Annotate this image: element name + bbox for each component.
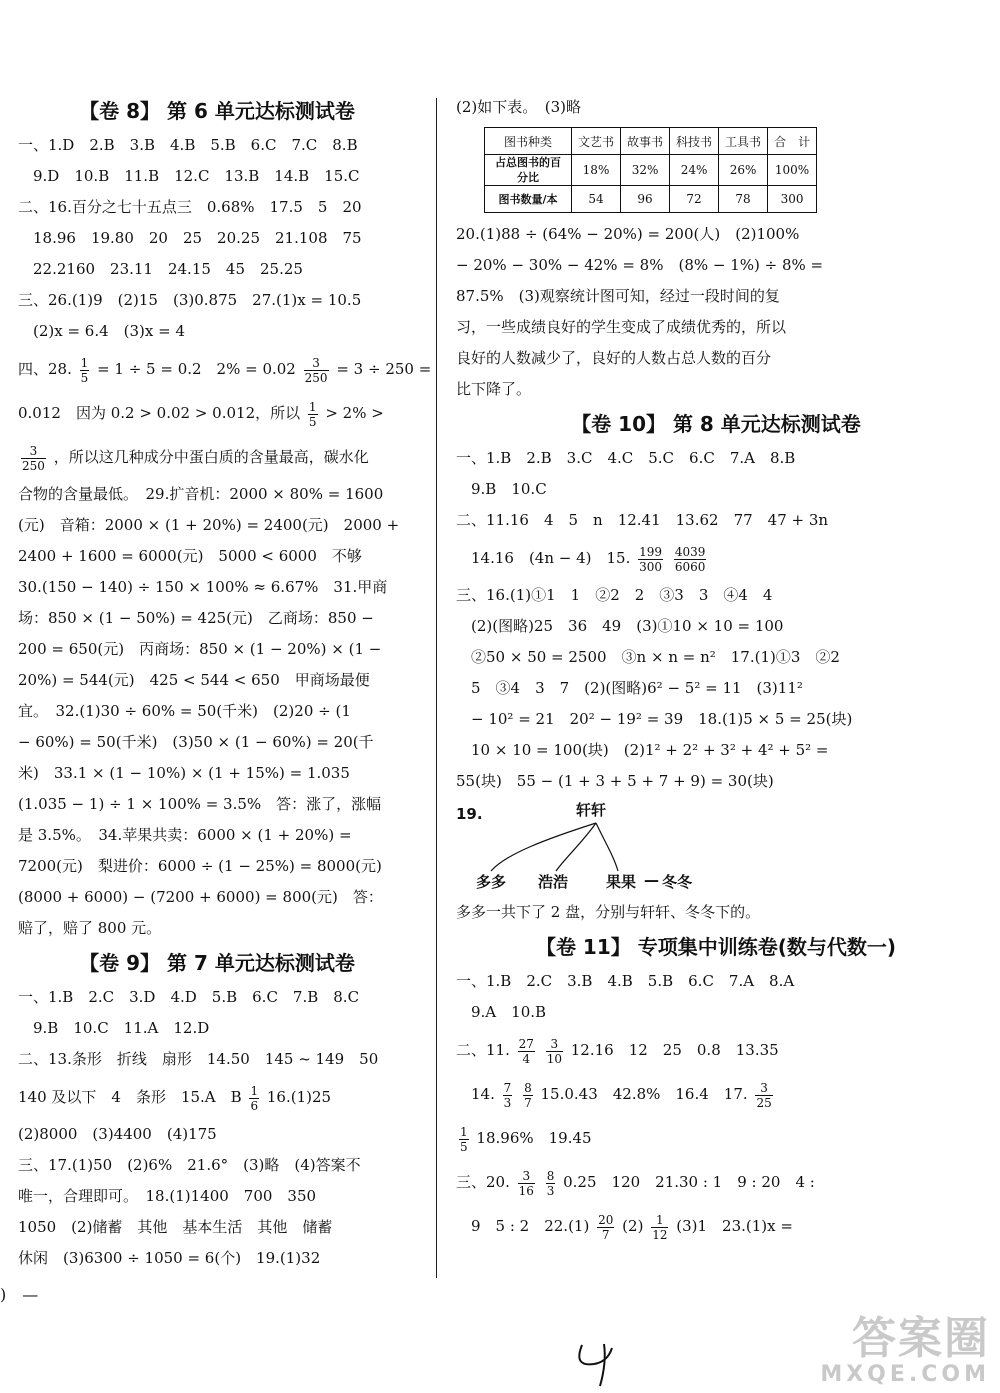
table-header-row xyxy=(485,128,817,155)
table-cell: 300 xyxy=(768,186,817,213)
answer-line: (2)(图略)25 36 49 (3)①10 × 10 = 100 xyxy=(456,617,784,635)
left-column xyxy=(18,92,432,1274)
page-edge-mark: ) — xyxy=(0,1285,39,1304)
answer-line: (2)x = 6.4 (3)x = 4 xyxy=(18,322,186,340)
answer-line: 宜。 32.(1)30 ÷ 60% = 50(千米) (2)20 ÷ (1 xyxy=(18,702,351,720)
table-header-cell: 合 计 xyxy=(768,128,817,155)
table-cell: 72 xyxy=(670,186,719,213)
answer-line: 比下降了。 xyxy=(456,380,532,398)
fraction: $\frac{3}{250}$ xyxy=(22,443,45,473)
table-row-label: 图书数量/本 xyxy=(485,186,572,213)
tree-root: 轩轩 xyxy=(576,801,607,819)
juan11-title: 【卷 11】 专项集中训练卷(数与代数一) xyxy=(535,935,897,959)
q11-line: 二、11. $\frac{27}{4}$ $\frac{3}{10}$ 12.16 12 25 0.8 13.35 xyxy=(456,1036,779,1066)
answer-line: 55(块) 55 − (1 + 3 + 5 + 7 + 9) = 30(块) xyxy=(456,772,774,790)
answer-line: ②50 × 50 = 2500 ③n × n = n² 17.(1)①3 ②2 xyxy=(456,648,840,666)
answer-line: 9.A 10.B xyxy=(456,1003,547,1021)
table-header-cell: 故事书 xyxy=(621,128,670,155)
answer-line: 三、16.(1)①1 1 ②2 2 ③3 3 ④4 4 xyxy=(456,586,773,604)
answer-line: 1050 (2)储蓄 其他 基本生活 其他 储蓄 xyxy=(18,1218,333,1236)
answer-line: 良好的人数减少了，良好的人数占总人数的百分 xyxy=(456,349,772,367)
answer-line: 20.(1)88 ÷ (64% − 20%) = 200(人) (2)100% xyxy=(456,225,800,243)
answer-line: 习，一些成绩良好的学生变成了成绩优秀的，所以 xyxy=(456,318,787,336)
answer-line: − 10² = 21 20² − 19² = 39 18.(1)5 × 5 = 25(块) xyxy=(456,710,853,728)
table-cell: 96 xyxy=(621,186,670,213)
answer-line: 米) 33.1 × (1 − 10%) × (1 + 15%) = 1.035 xyxy=(18,764,350,782)
table-header-cell: 工具书 xyxy=(719,128,768,155)
fraction: $\frac{1}{12}$ xyxy=(652,1212,668,1242)
answer-line: (1.035 − 1) ÷ 1 × 100% = 3.5% 答：涨了，涨幅 xyxy=(18,795,382,813)
table-cell: 24% xyxy=(670,155,719,186)
answer-line: 二、11.16 4 5 n 12.41 13.62 77 47 + 3n xyxy=(456,511,829,529)
answer-line: 二、16.百分之七十五点三 0.68% 17.5 5 20 xyxy=(18,198,362,216)
answer-line: 合物的含量最低。 29.扩音机：2000 × 80% = 1600 xyxy=(18,485,384,503)
q28c-line: $\frac{3}{250}$ ，所以这几种成分中蛋白质的含量最高，碳水化 xyxy=(22,443,369,473)
answer-line: 一、1.B 2.C 3.B 4.B 5.B 6.C 7.A 8.A xyxy=(456,972,795,990)
q28b-line: 0.012 因为 0.2 > 0.02 > 0.012，所以 $\frac{1}{5}$ > 2% > xyxy=(18,399,384,429)
column-divider xyxy=(436,98,437,1278)
tree-leaf: 冬冬 xyxy=(662,873,693,891)
tree-leaf: 果果 xyxy=(606,873,637,891)
answer-line: 87.5% (3)观察统计图可知，经过一段时间的复 xyxy=(456,287,780,305)
answer-line: 一、1.D 2.B 3.B 4.B 5.B 6.C 7.C 8.B xyxy=(18,136,358,154)
table-cell: 32% xyxy=(621,155,670,186)
juan9-title: 【卷 9】 第 7 单元达标测试卷 xyxy=(79,951,355,975)
fraction: $\frac{1}{5}$ xyxy=(460,1124,468,1154)
fraction: $\frac{3}{250}$ xyxy=(304,355,328,385)
fraction: $\frac{3}{25}$ xyxy=(756,1080,772,1110)
table-row-label: 占总图书的百分比 xyxy=(485,155,572,186)
answer-line: 一、1.B 2.B 3.C 4.C 5.C 6.C 7.A 8.B xyxy=(456,449,796,467)
answer-line: 2400 + 1600 = 6000(元) 5000 < 6000 不够 xyxy=(18,547,362,565)
answer-line: 10 × 10 = 100(块) (2)1² + 2² + 3² + 4² + 5² = xyxy=(456,741,829,759)
q19-number: 19. xyxy=(456,805,483,823)
fraction: $\frac{1}{5}$ xyxy=(308,399,317,429)
table-cell: 100% xyxy=(768,155,817,186)
right-column xyxy=(456,92,976,1248)
answer-line: 5 ③4 3 7 (2)(图略)6² − 5² = 11 (3)11² xyxy=(456,679,803,697)
answer-line: 二、13.条形 折线 扇形 14.50 145 ~ 149 50 xyxy=(18,1050,379,1068)
fraction: $\frac{27}{4}$ xyxy=(518,1036,534,1066)
tree-leaf: 多多 xyxy=(476,873,507,891)
table-row xyxy=(485,186,817,213)
answer-line: 唯一，合理即可。 18.(1)1400 700 350 xyxy=(18,1187,317,1205)
book-stats-table xyxy=(484,127,817,213)
answer-line: 多多一共下了 2 盘，分别与轩轩、冬冬下的。 xyxy=(456,903,761,921)
q15b-line: 14.16 (4n − 4) 15. $\frac{199}{300}$ $\frac{4039}{6060}$ xyxy=(456,544,706,574)
answer-line: 一、1.B 2.C 3.D 4.D 5.B 6.C 7.B 8.C xyxy=(18,988,360,1006)
table-cell: 78 xyxy=(719,186,768,213)
answer-line: 30.(150 − 140) ÷ 150 × 100% ≈ 6.67% 31.甲商 xyxy=(18,578,388,596)
answer-line: 赔了，赔了 800 元。 xyxy=(18,919,162,937)
q28-line: 四、28. $\frac{1}{5}$ = 1 ÷ 5 = 0.2 2% = 0.02 $\frac{3}{250}$ = 3 ÷ 250 = xyxy=(18,355,432,385)
tree-leaf: 浩浩 xyxy=(538,873,569,891)
q20b-line: 三、20. $\frac{3}{16}$ $\frac{8}{3}$ 0.25 120 21.30 : 1 9 : 20 4 : xyxy=(456,1168,815,1198)
fraction: $\frac{3}{10}$ xyxy=(546,1036,562,1066)
fraction: $\frac{20}{7}$ xyxy=(598,1212,614,1242)
answer-line: (2)8000 (3)4400 (4)175 xyxy=(18,1125,217,1143)
answer-line: 9.B 10.C xyxy=(456,480,547,498)
answer-line: 9.B 10.C 11.A 12.D xyxy=(18,1019,210,1037)
fraction: $\frac{7}{3}$ xyxy=(503,1080,512,1110)
answer-line: 三、17.(1)50 (2)6% 21.6° (3)略 (4)答案不 xyxy=(18,1156,361,1174)
answer-line: 18.96 19.80 20 25 20.25 21.108 75 xyxy=(18,229,362,247)
fraction: $\frac{8}{7}$ xyxy=(524,1080,532,1110)
answer-line: (2)如下表。 (3)略 xyxy=(456,98,581,116)
answer-line: 休闲 (3)6300 ÷ 1050 = 6(个) 19.(1)32 xyxy=(18,1249,321,1267)
watermark xyxy=(820,1315,990,1387)
table-header-cell: 图书种类 xyxy=(485,128,572,155)
fraction: $\frac{3}{16}$ xyxy=(518,1168,534,1198)
table-row xyxy=(485,155,817,186)
table-header-cell: 科技书 xyxy=(670,128,719,155)
q15-line: 140 及以下 4 条形 15.A B $\frac{1}{6}$ 16.(1)25 xyxy=(18,1083,332,1113)
game-tree-diagram xyxy=(456,799,976,895)
watermark-logo: 答案圈 xyxy=(852,1313,990,1364)
fraction: $\frac{1}{5}$ xyxy=(80,355,89,385)
juan8-title: 【卷 8】 第 6 单元达标测试卷 xyxy=(79,99,355,123)
answer-line: 9.D 10.B 11.B 12.C 13.B 14.B 15.C xyxy=(18,167,360,185)
answer-line: 是 3.5%。 34.苹果共卖：6000 × (1 + 20%) = xyxy=(18,826,352,844)
table-header-cell: 文艺书 xyxy=(572,128,621,155)
q17b-line: $\frac{1}{5}$ 18.96% 19.45 xyxy=(460,1124,592,1154)
handwritten-mark xyxy=(570,1340,630,1390)
answer-line: 200 = 650(元) 丙商场：850 × (1 − 20%) × (1 − xyxy=(18,640,382,658)
answer-line: 场：850 × (1 − 50%) = 425(元) 乙商场：850 − xyxy=(18,609,374,627)
answer-line: − 60%) = 50(千米) (3)50 × (1 − 60%) = 20(千 xyxy=(18,733,374,751)
fraction: $\frac{199}{300}$ xyxy=(639,544,663,574)
table-cell: 18% xyxy=(572,155,621,186)
fraction: $\frac{4039}{6060}$ xyxy=(674,544,706,574)
q22-line: 9 5 : 2 22.(1) $\frac{20}{7}$ (2) $\frac{1}{12}$ (3)1 23.(1)x = xyxy=(456,1212,793,1242)
q14-line: 14. $\frac{7}{3}$ $\frac{8}{7}$ 15.0.43 42.8% 16.4 17. $\frac{3}{25}$ xyxy=(456,1080,772,1110)
answer-line: (8000 + 6000) − (7200 + 6000) = 800(元) 答： xyxy=(18,888,383,906)
table-cell: 26% xyxy=(719,155,768,186)
answer-line: 三、26.(1)9 (2)15 (3)0.875 27.(1)x = 10.5 xyxy=(18,291,362,309)
juan10-title: 【卷 10】 第 8 单元达标测试卷 xyxy=(571,412,861,436)
table-cell: 54 xyxy=(572,186,621,213)
fraction: $\frac{1}{6}$ xyxy=(250,1083,259,1113)
answer-line: − 20% − 30% − 42% = 8% (8% − 1%) ÷ 8% = xyxy=(456,256,824,274)
answer-line: 7200(元) 梨进价：6000 ÷ (1 − 25%) = 8000(元) xyxy=(18,857,382,875)
watermark-url: MXQE.COM xyxy=(820,1362,990,1387)
fraction: $\frac{8}{3}$ xyxy=(546,1168,555,1198)
tree-leaf-dash: — xyxy=(644,871,659,889)
answer-line: 20%) = 544(元) 425 < 544 < 650 甲商场最便 xyxy=(18,671,370,689)
answer-line: 22.2160 23.11 24.15 45 25.25 xyxy=(18,260,303,278)
answer-line: (元) 音箱：2000 × (1 + 20%) = 2400(元) 2000 + xyxy=(18,516,400,534)
